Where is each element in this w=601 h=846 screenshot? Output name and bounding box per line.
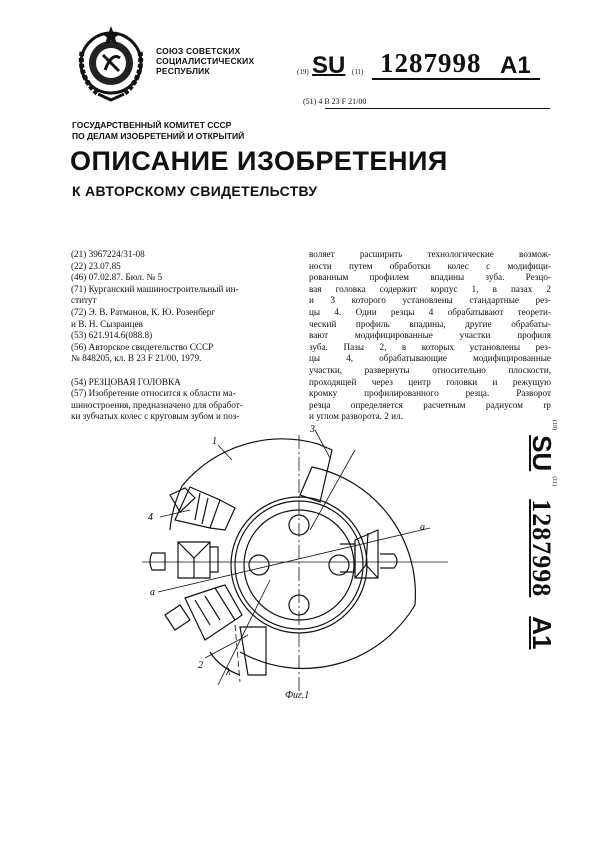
committee-line: ГОСУДАРСТВЕННЫЙ КОМИТЕТ СССР bbox=[72, 120, 232, 130]
abstract-line: и углом разворота. 2 ил. bbox=[309, 411, 403, 422]
committee-line: ПО ДЕЛАМ ИЗОБРЕТЕНИЙ И ОТКРЫТИЙ bbox=[72, 131, 245, 141]
union-line: СОЮЗ СОВЕТСКИХ bbox=[156, 46, 241, 56]
slot-2 bbox=[210, 580, 270, 685]
label-1: 1 bbox=[212, 436, 217, 447]
committee-block bbox=[72, 120, 244, 142]
abstract-line: рованным профилем впадины зуба. Резцо- bbox=[309, 272, 551, 283]
biblio-line: (53) 621.914.6(088.8) bbox=[71, 330, 153, 341]
label-3: 3 bbox=[310, 424, 315, 435]
label-lambda: λ bbox=[226, 667, 231, 678]
biblio-line bbox=[71, 365, 303, 377]
plane-a-line bbox=[158, 528, 430, 592]
abstract-line: цы 4. Одни резцы 4 обрабатывают теорети- bbox=[309, 306, 551, 317]
abstract-line: цы 4, обрабатывающие модифицированные bbox=[309, 353, 551, 364]
label-a-right: a bbox=[420, 522, 425, 533]
abstract-line: воляет расширить технологические возмож- bbox=[309, 249, 551, 259]
biblio-line-title: (54) РЕЗЦОВАЯ ГОЛОВКА bbox=[71, 376, 181, 387]
patent-number: 1287998 bbox=[380, 48, 482, 78]
bibliographic-data bbox=[71, 249, 303, 423]
figure-1-drawing bbox=[140, 420, 450, 705]
side-patent-number: 1287998 bbox=[527, 499, 556, 598]
label-4: 4 bbox=[148, 512, 153, 523]
side-inid-11: (11) bbox=[551, 476, 557, 487]
ussr-emblem-icon bbox=[70, 22, 152, 104]
abstract-line: зуба. Пазы 2, в которых установлены рез- bbox=[309, 341, 551, 352]
biblio-line: (21) 3967224/31-08 bbox=[71, 249, 145, 259]
abstract-line: (57) Изобретение относится к области ма- bbox=[71, 388, 236, 399]
label-a-left: a bbox=[150, 587, 155, 598]
kind-code: A1 bbox=[500, 52, 531, 79]
abstract-line: участки, развернуты относительно плоскости, bbox=[309, 364, 551, 375]
cutter-right bbox=[340, 530, 397, 578]
side-kind: A1 bbox=[527, 616, 557, 650]
abstract-line: кромку профилированного резца. Разворот bbox=[309, 388, 551, 399]
leader-1 bbox=[218, 445, 232, 460]
figure-caption: Фиг.1 bbox=[285, 690, 310, 701]
cutter-4-upper bbox=[170, 487, 235, 530]
document-subtitle: К АВТОРСКОМУ СВИДЕТЕЛЬСТВУ bbox=[72, 183, 318, 199]
union-line: РЕСПУБЛИК bbox=[156, 66, 210, 76]
cutter-lower-left bbox=[165, 585, 242, 640]
abstract-line: шиностроения, предназначено для обработ- bbox=[71, 399, 243, 410]
side-country: SU bbox=[527, 435, 557, 472]
abstract-line: ческий профиль впадины, другие обрабаты- bbox=[309, 318, 551, 329]
label-2: 2 bbox=[198, 660, 203, 671]
biblio-line: № 848205, кл. B 23 F 21/00, 1979. bbox=[71, 353, 202, 364]
country-code: SU bbox=[312, 52, 346, 79]
issuing-country-block bbox=[156, 46, 254, 76]
biblio-line: (72) Э. В. Ратманов, К. Ю. Розенберг bbox=[71, 306, 216, 317]
abstract-line: резца определяется расчетным радиусом rр bbox=[309, 399, 551, 410]
biblio-line: (22) 23.07.85 bbox=[71, 260, 121, 271]
abstract-line: ки зубчатых колес с круговым зубом и поз- bbox=[71, 411, 240, 422]
side-patent-identifier bbox=[527, 420, 587, 680]
biblio-line: (71) Курганский машиностроительный ин- bbox=[71, 283, 239, 294]
biblio-line: ститут bbox=[71, 295, 97, 306]
abstract-line: вая головка содержит корпус 1, в пазах 2 bbox=[309, 283, 551, 294]
biblio-line: и В. Н. Сызранцев bbox=[71, 318, 144, 329]
side-inid-19: (19) bbox=[551, 420, 557, 430]
leader-2 bbox=[205, 635, 248, 658]
cutter-center-left bbox=[150, 542, 218, 578]
abstract-line: вают модифицированные участки профиля bbox=[309, 330, 551, 341]
ipc-classification: (51) 4 B 23 F 21/00 bbox=[303, 97, 367, 106]
document-title: ОПИСАНИЕ ИЗОБРЕТЕНИЯ bbox=[70, 146, 448, 176]
union-line: СОЦИАЛИСТИЧЕСКИХ bbox=[156, 56, 255, 66]
biblio-line: (56) Авторское свидетельство СССР bbox=[71, 341, 214, 352]
abstract-line: проходящей через центр головки и режущую bbox=[309, 376, 551, 387]
biblio-line: (46) 07.02.87. Бюл. № 5 bbox=[71, 272, 163, 283]
inid-code-11: (11) bbox=[352, 68, 364, 76]
leader-4 bbox=[160, 510, 190, 517]
ipc-underline bbox=[325, 108, 550, 109]
abstract-line: ности путем обработки колес с модифици- bbox=[309, 260, 551, 271]
hub-mid-ring bbox=[235, 501, 363, 629]
bolt-hole-left bbox=[249, 555, 269, 575]
inid-code-19: (19) bbox=[297, 68, 309, 76]
abstract-continued bbox=[309, 249, 551, 423]
abstract-line: и 3 которого установлены стандартные рез- bbox=[309, 295, 551, 306]
